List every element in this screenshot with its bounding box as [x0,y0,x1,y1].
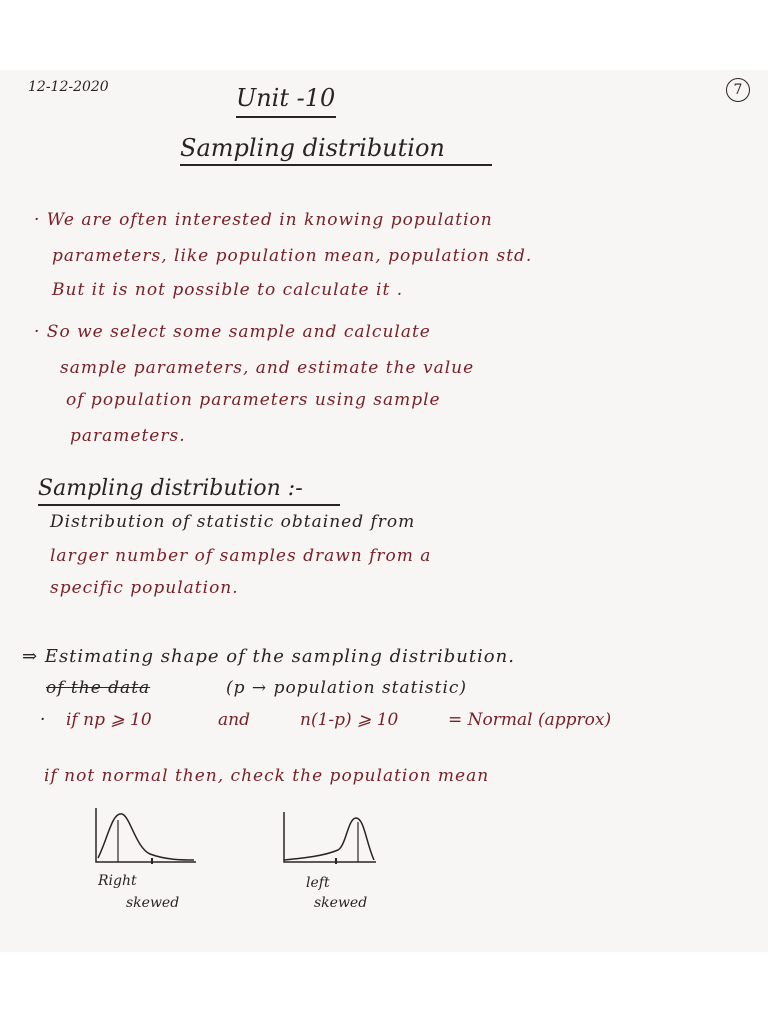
definition-line1: Distribution of statistic obtained from [50,512,416,532]
struck-text: of the data [46,678,151,698]
bullet2-line3: of population parameters using sample [66,390,441,410]
condition-bullet: · [40,710,46,730]
date: 12-12-2020 [28,79,109,95]
unit-underline [236,116,336,118]
bullet1-line2: parameters, like population mean, population std. [52,246,533,266]
notebook-page [0,70,768,952]
left-skewed-sketch [280,812,380,868]
followup-line: if not normal then, check the population mean [44,766,490,786]
definition-line3: specific population. [50,578,239,598]
right-skew-sublabel: skewed [126,895,180,911]
condition-result: = Normal (approx) [448,710,612,730]
page-number: 7 [726,78,750,102]
unit-heading: Unit -10 [236,84,336,112]
definition-underline [38,504,340,506]
definition-heading: Sampling distribution :- [38,476,303,501]
bullet2-line2: sample parameters, and estimate the value [60,358,475,378]
condition-expr: n(1-p) ⩾ 10 [300,710,399,730]
right-skewed-sketch [90,808,200,868]
right-skew-label: Right [98,873,137,889]
estimating-heading: ⇒ Estimating shape of the sampling distribution. [22,646,515,667]
bullet2-line4: parameters. [70,426,186,446]
condition-np: if np ⩾ 10 [66,710,152,730]
bullet1-line1: · We are often interested in knowing population [34,210,493,230]
title-underline [180,164,492,166]
bullet2-line1: · So we select some sample and calculate [34,322,431,342]
p-note: (p → population statistic) [226,678,468,698]
definition-line2: larger number of samples drawn from a [50,546,432,566]
condition-and: and [218,710,250,730]
page-title: Sampling distribution [180,134,445,162]
left-skew-sublabel: skewed [314,895,368,911]
left-skew-label: left [306,875,330,891]
bullet1-line3: But it is not possible to calculate it . [52,280,404,300]
